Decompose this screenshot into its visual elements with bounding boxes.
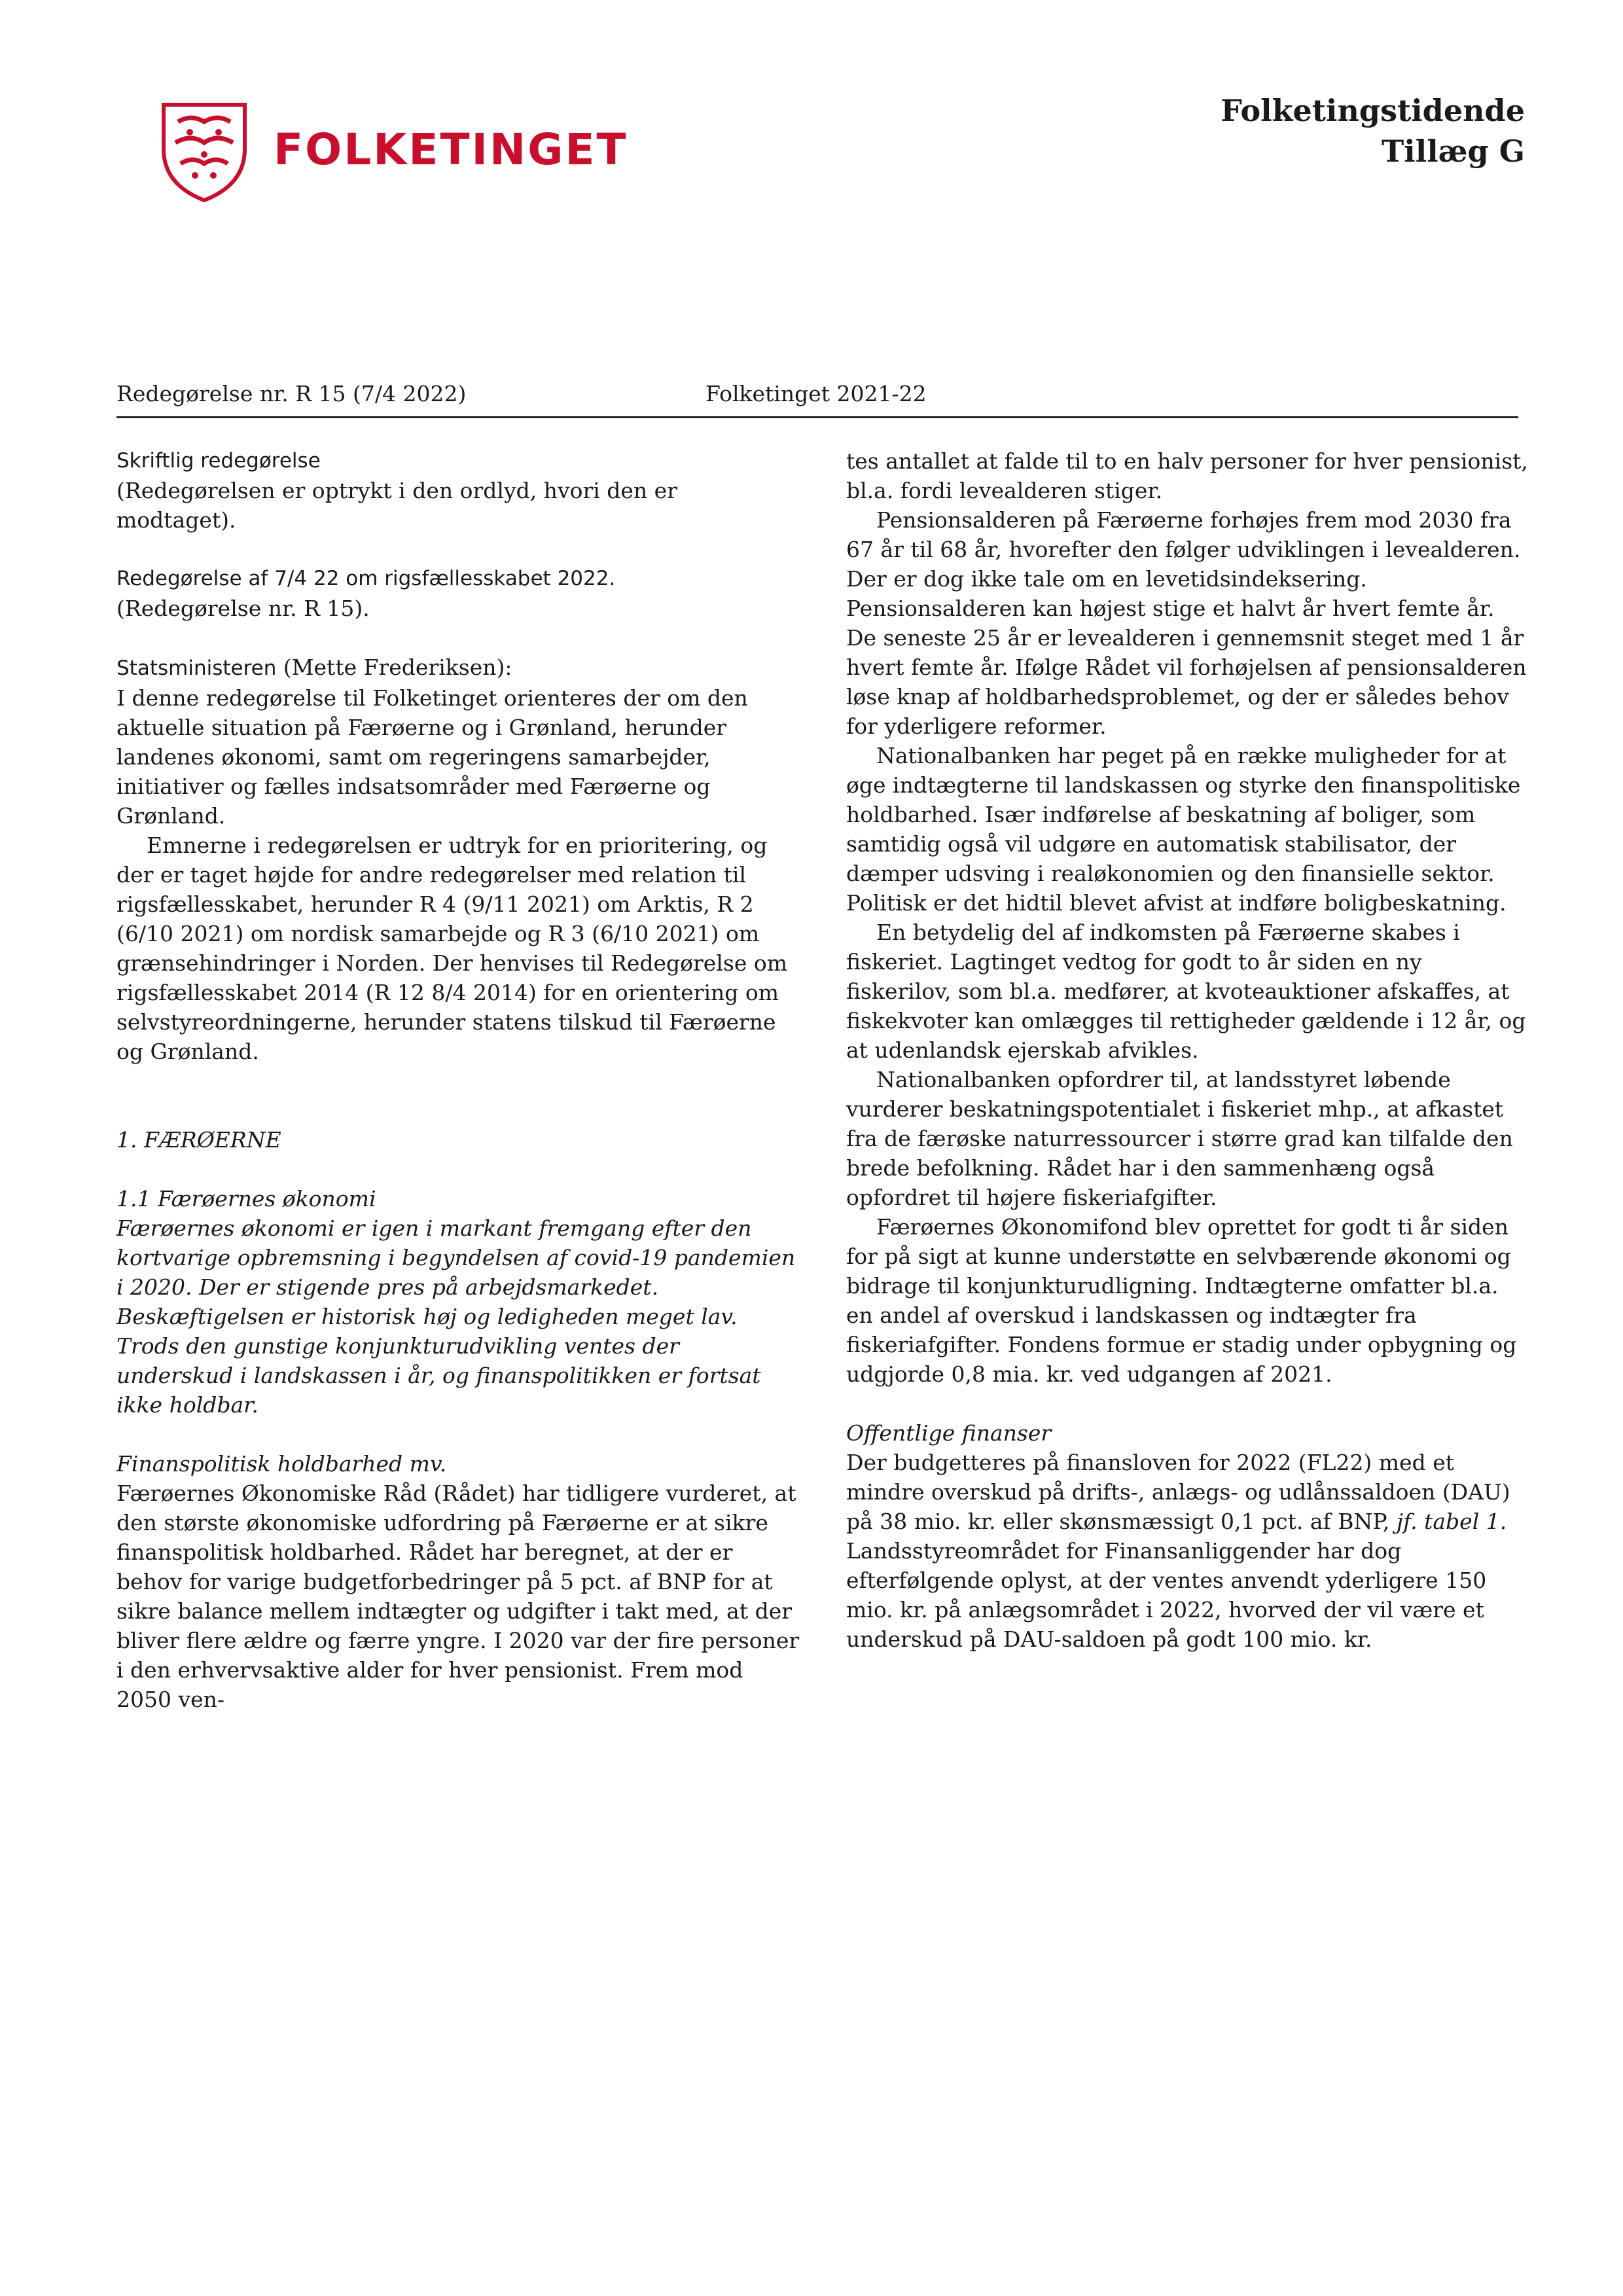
speaker-title: Statsministeren [116,656,277,680]
paragraph: Nationalbanken har peget på en række muligheder for at øge indtægterne til landskassen og styrke den finanspolitiske holdbarhed. Især indførelse af beskatning af boliger, som samtidig også vil udgøre en automatisk stabilisator, der dæmper udsving i realøkonomien og den finansielle sektor. Politisk er det hidtil blevet afvist at indføre boligbeskatning. [846,743,1521,916]
paragraph-text: Landsstyreområdet for Finansanliggender har dog efterfølgende oplyst, at der ventes anvendt yderligere 150 mio. kr. på anlægsområdet i 2022, hvorved der vil være et underskud på DAU-saldoen på godt 100 mio. kr. [846,1538,1487,1652]
paragraph: Færøernes Økonomiske Råd (Rådet) har tidligere vurderet, at den største økonomiske udfordring på Færøerne er at sikre finanspolitisk holdbarhed. Rådet har beregnet, at der er behov for varige budgetforbedringer på 5 pct. af BNP for at sikre balance mellem indtægter og udgifter i takt med, at der bliver flere ældre og færre yngre. I 2020 var der fire personer i den erhvervsaktive alder for hver pensionist. Frem mod 2050 ven- [116,1480,800,1712]
document-meta-line [116,380,1518,418]
paragraph: I denne redegørelse til Folketinget orienteres der om den aktuelle situation på Færøerne og i Grønland, herunder landenes økonomi, samt om regeringens samarbejder, initiativer og fælles indsatsområder med Færøerne og Grønland. [116,685,748,829]
right-column [846,446,1530,1654]
logo-text: FOLKETINGET [274,124,628,175]
section-heading-written-report: Skriftlig redegørelse [116,449,321,473]
publication-title-line2: Tillæg G [1382,134,1525,169]
paragraph: tes antallet at falde til to en halv personer for hver pensionist, bl.a. fordi levealderen stiger. [846,448,1528,503]
paragraph: (Redegørelsen er optrykt i den ordlyd, hvori den er modtaget). [116,478,677,533]
summary-paragraph: Færøernes økonomi er igen i markant fremgang efter den kortvarige opbremsning i begyndelsen af covid-19 pandemien i 2020. Der er stigende pres på arbejdsmarkedet. Beskæftigelsen er historisk høj og ledigheden meget lav. Trods den gunstige konjunkturudvikling ventes der underskud i landskassen i år, og finanspolitikken er fortsat ikke holdbar. [116,1215,796,1418]
session-label: Folketinget 2021-22 [705,381,927,406]
speaker-line [116,653,800,683]
subsection-heading: 1.1 Færøernes økonomi [116,1186,376,1211]
chapter-heading: 1. FÆRØERNE [116,1127,281,1153]
paragraph: En betydelig del af indkomsten på Færøerne skabes i fiskeriet. Lagtinget vedtog for godt to år siden en ny fiskerilov, som bl.a. medfører, at kvoteauktioner afskaffes, at fiskekvoter kan omlægges til rettigheder gældende i 12 år, og at udenlandsk ejerskab afvikles. [846,920,1526,1063]
paragraph-text: Der budgetteres på finansloven for 2022 (FL22) med et mindre overskud på drifts-, anlægs- og udlånssaldoen (DAU) på 38 mio. kr. eller skønsmæssigt 0,1 pct. af BNP, [846,1450,1510,1534]
publication-title-line1: Folketingstidende [1221,93,1525,128]
coat-of-arms-icon [152,96,257,203]
folketinget-logo [152,96,628,203]
section-heading-report-title: Redegørelse af 7/4 22 om rigsfællesskabet 2022. [116,567,616,590]
left-column [116,446,800,1714]
subsection-heading: Finanspolitisk holdbarhed mv. [116,1451,447,1477]
paragraph: Færøernes Økonomifond blev oprettet for godt ti år siden for på sigt at kunne understøtte en selvbærende økonomi og bidrage til konjunkturudligning. Indtægterne omfatter bl.a. en andel af overskud i landskassen og indtægter fra fiskeriafgifter. Fondens formue er stadig under opbygning og udgjorde 0,8 mia. kr. ved udgangen af 2021. [846,1214,1517,1387]
publication-title [1221,90,1525,171]
paragraph: (Redegørelse nr. R 15). [116,596,370,621]
speaker-name: (Mette Frederiksen): [276,655,512,680]
paragraph [846,1448,1530,1654]
paragraph: Emnerne i redegørelsen er udtryk for en prioritering, og der er taget højde for andre redegørelser med relation til rigsfællesskabet, herunder R 4 (9/11 2021) om Arktis, R 2 (6/10 2021) om nordisk samarbejde og R 3 (6/10 2021) om grænsehindringer i Norden. Der henvises til Redegørelse om rigsfællesskabet 2014 (R 12 8/4 2014) for en orientering om selvstyreordningerne, herunder statens tilskud til Færøerne og Grønland. [116,833,787,1064]
table-reference: jf. tabel 1. [1396,1509,1507,1534]
report-number: Redegørelse nr. R 15 (7/4 2022) [116,381,467,406]
paragraph: Nationalbanken opfordrer til, at landsstyret løbende vurderer beskatningspotentialet i fiskeriet mhp., at afkastet fra de færøske naturressourcer i større grad kan tilfalde den brede befolkning. Rådet har i den sammenhæng også opfordret til højere fiskeriafgifter. [846,1067,1513,1210]
subsection-heading: Offentlige finanser [846,1420,1052,1446]
paragraph: Pensionsalderen på Færøerne forhøjes frem mod 2030 fra 67 år til 68 år, hvorefter den følger udviklingen i levealderen. Der er dog ikke tale om en levetidsindeksering. Pensionsalderen kan højest stige et halvt år hvert femte år. De seneste 25 år er levealderen i gennemsnit steget med 1 år hvert femte år. Ifølge Rådet vil forhøjelsen af pensionsalderen løse knap af holdbarhedsproblemet, og der er således behov for yderligere reformer. [846,507,1527,739]
